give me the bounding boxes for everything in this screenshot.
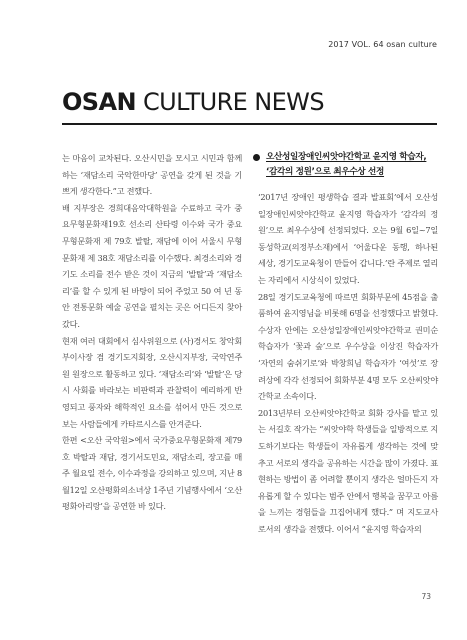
section-heading-line-1: 오산성일장애인씨앗야간학교 윤지영 학습자, [266,152,427,162]
page-number: 73 [421,592,431,601]
left-paragraph-1: 는 마음이 교차된다. 오산시민을 모시고 시민과 함께하는 ‘재담소리 국악한마당’ 공연을 갖게 된 것을 기쁘게 생각한다.”고 전했다. [62,153,242,197]
right-column [258,150,438,537]
section-heading-line-2: ‘감각의 정원’으로 최우수상 선정 [266,167,385,177]
right-paragraph-3: 2013년부터 오산씨앗야간학교 회화 강사를 맡고 있는 서길호 작가는 “씨앗야학 학생들을 일방적으로 지도하기보다는 학생들이 자유롭게 생각하는 것에 맞추고 서로의 생각을 공유하는 시간을 많이 가졌다. 표현하는 방법이 좀 어려할 뿐이지 생각은 얼마든지 자유롭게 할 수 있다는 범주 안에서 행복을 꿈꾸고 아름을 느끼는 경험들을 끄집어내게 했다.” 며 지도교사로서의 생각을 전했다. 이어서 “윤지영 학습자의 [258,407,438,534]
right-paragraph-1: ‘2017년 장애인 평생학습 결과 발표회’에서 오산성일장애인씨앗야간학교 윤지영 학습자가 ‘감각의 정원’으로 최우수상에 선정되었다. 오는 9월 6일~7일 동성학교(의정부소재)에서 ‘어울다운 동행, 하나된 세상, 경기도교육청이 만들어 갑니다.’란 주제로 열리는 자리에서 시상식이 있었다. [258,192,438,285]
issue-label: 2017 VOL. 64 osan culture [328,40,437,49]
left-paragraph-3: 현재 여러 대회에서 심사위원으로 (사)경서도 창악회 부이사장 겸 경기도지회장, 오산시지부장, 국악연주원 원장으로 활동하고 있다. ‘재담소리’와 ‘발탈’은 당시 사회를 바라보는 비판력과 관찰력이 예리하게 반영되고 풍자와 해학적인 요소를 섞어서 만든 것으로 보는 사람들에게 카타르시스를 안겨준다. [62,335,242,429]
left-column [62,150,242,515]
masthead-title [62,90,437,114]
masthead-culture-news: CULTURE NEWS [135,88,324,116]
left-paragraph-4: 한편 <오산 국악원>에서 국가중요무형문화재 제79호 박탈과 재담, 경기서도민요, 재담소리, 장고를 매주 월요일 전수, 이수과정을 강의하고 있으며, 지난 8월12일 오산평화의소녀상 1주년 기념행사에서 ‘오산평화아리랑’을 공연한 바 있다. [62,435,242,512]
right-paragraph-2: 28일 경기도교육청에 따르면 회화부문에 45점을 출품하여 윤지영님을 비롯해 6명을 선정했다고 밝혔다. 수상자 안에는 오산성일장애인씨앗야간학교 권미순 학습자가 ‘꽃과 숲’으로 우수상을 이상진 학습자가 ‘자연의 숨쉬기로’와 박창희님 학습자가 ‘여섯’로 장려상에 각각 선정되어 회화부분 4명 모두 오산씨앗야간학교 소속이다. [258,291,438,402]
masthead-osan: OSAN [62,88,136,116]
masthead-rule [62,123,437,125]
bullet-icon [253,154,260,161]
section-heading [258,150,438,180]
left-paragraph-2: 배 지부장은 경희대음악대학원을 수료하고 국가 중요무형문화재19호 선소리 산타령 이수와 국가 중요무형문화재 제 79호 발탈, 재담에 이어 서울시 무형문화재 제 38호 재담소리를 이수했다. 최경소리와 경기도 소리를 전수 받은 것이 지금의 ‘발탈’과 ‘재담소리’를 할 수 있게 된 바탕이 되어 주었고 50 여 년 동안 전통문화 예술 공연을 펼치는 곳은 어디든지 찾아갔다. [62,202,242,329]
